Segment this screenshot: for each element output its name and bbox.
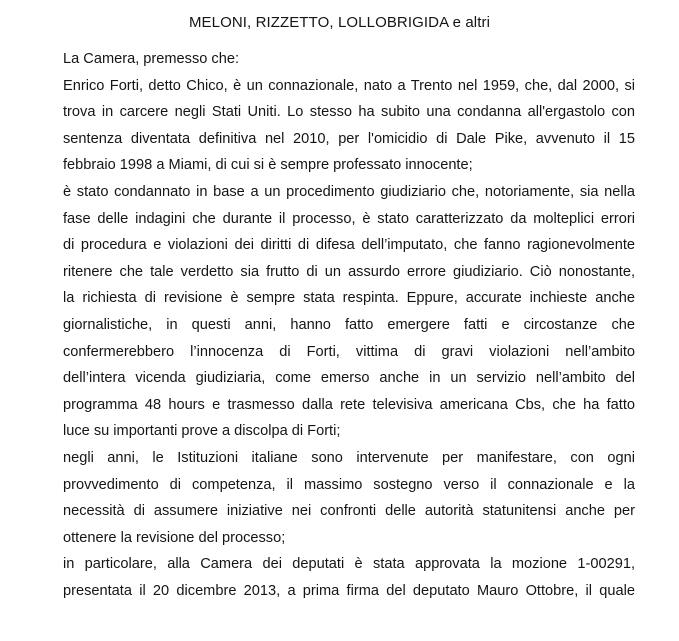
text-line: fase delle indagini che durante il processo, è stato caratterizzato da molteplici errori — [63, 210, 635, 227]
text-line: necessità di assumere iniziative nei confronti delle autorità statunitensi anche per — [63, 503, 635, 520]
text-line: dell’intera vicenda giudiziaria, come emerso anche in un servizio nell’ambito del — [63, 370, 635, 387]
text-line: sentenza diventata definitiva nel 2010, per l'omicidio di Dale Pike, avvenuto il 15 — [63, 130, 635, 147]
authors-line — [0, 13, 679, 33]
text-line: confermerebbero l’innocenza di Forti, vittima di gravi violazioni nell’ambito — [63, 343, 635, 360]
text-line: trova in carcere negli Stati Uniti. Lo stesso ha subito una condanna all'ergastolo con — [63, 104, 635, 121]
text-line: giornalistiche, in questi anni, hanno fatto emergere fatti e circostanze che — [63, 316, 635, 333]
text-line: febbraio 1998 a Miami, di cui si è sempre professato innocente; — [63, 157, 473, 174]
text-line: La Camera, premesso che: — [63, 51, 240, 67]
text-line: presentata il 20 dicembre 2013, a prima firma del deputato Mauro Ottobre, il quale — [63, 582, 635, 599]
text-line: è stato condannato in base a un procedimento giudiziario che, notoriamente, sia nella — [63, 183, 635, 200]
cropped-top-line — [284, 0, 394, 2]
text-line: in particolare, alla Camera dei deputati è stata approvata la mozione 1-00291, — [63, 556, 635, 573]
text-line: programma 48 hours e trasmesso dalla rete televisiva americana Cbs, che ha fatto — [63, 396, 635, 413]
document-body — [63, 46, 635, 604]
text-line: di procedura e violazioni dei diritti di difesa dell’imputato, che fanno ragionevolmente — [63, 237, 635, 254]
authors-names: MELONI, RIZZETTO, LOLLOBRIGIDA — [188, 14, 449, 31]
text-line: negli anni, le Istituzioni italiane sono intervenute per manifestare, con ogni — [63, 449, 635, 466]
text-line: ottenere la revisione del processo; — [63, 529, 286, 546]
text-line: luce su importanti prove a discolpa di Forti; — [63, 423, 341, 440]
text-line: ritenere che tale verdetto sia frutto di un assurdo errore giudiziario. Ciò nonostante, — [63, 263, 635, 280]
text-line: Enrico Forti, detto Chico, è un connazionale, nato a Trento nel 1959, che, dal 2000, si — [63, 77, 635, 94]
text-line: la richiesta di revisione è sempre stata respinta. Eppure, accurate inchieste anche — [63, 290, 635, 307]
authors-suffix: e altri — [448, 14, 491, 31]
text-line: provvedimento di competenza, il massimo sostegno verso il connazionale e la — [63, 476, 635, 493]
